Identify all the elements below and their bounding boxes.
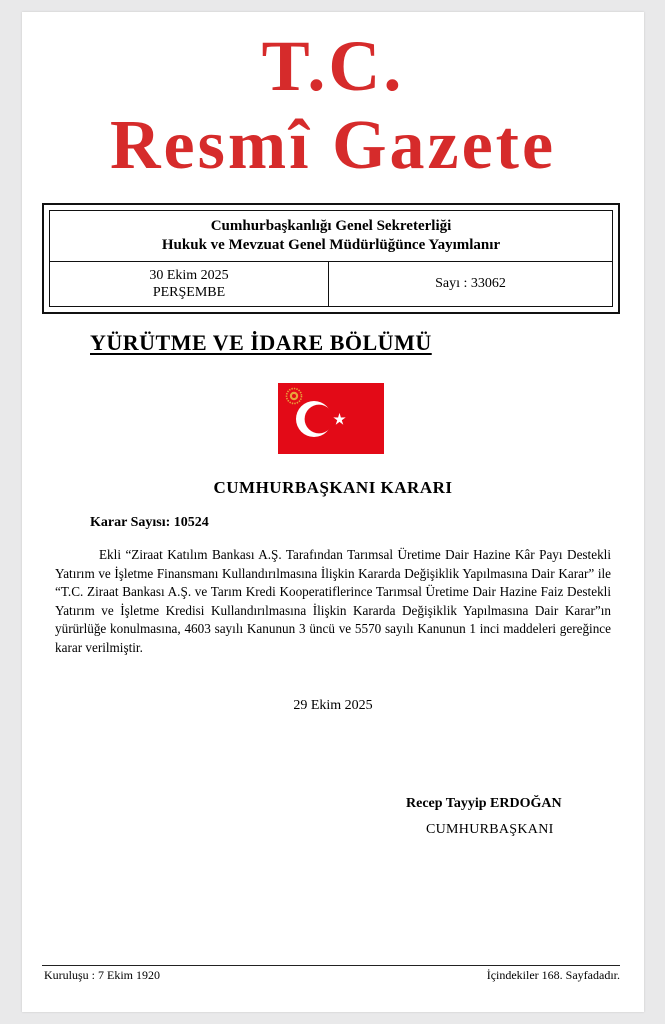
section-title: YÜRÜTME VE İDARE BÖLÜMÜ [90, 330, 432, 355]
decree-number: Karar Sayısı: 10524 [90, 515, 209, 530]
footer-divider [42, 965, 620, 966]
issue-number-cell [329, 262, 612, 306]
publisher-info [50, 211, 612, 262]
crescent-inner [305, 405, 334, 434]
decree-body-text: Ekli “Ziraat Katılım Bankası A.Ş. Tarafından Tarımsal Üretime Dair Hazine Kâr Payı Destekli Yatırım ve İşletme Finansmanı Kullandırılmasına İlişkin Kararda Değişiklik Yapılmasına Dair Karar” ile “T.C. Ziraat Bankası A.Ş. ve Tarım Kredi Kooperatiflerince Tarımsal Üretime Dair Hazine Faiz Destekli Yatırım ve İşletme Kredisi Kullandırılmasına İlişkin Kararda Değişiklik Yapılmasına Dair Karar”ın yürürlüğe konulmasına, 4603 sayılı Kanunun 3 üncü ve 5570 sayılı Kanunun 1 inci maddeleri gereğince karar verilmiştir. [55, 547, 611, 655]
signatory-title: CUMHURBAŞKANI [426, 822, 554, 837]
footer-founded: Kuruluşu : 7 Ekim 1920 [44, 968, 160, 982]
decree-date: 29 Ekim 2025 [293, 698, 373, 713]
masthead-tc: T.C. [261, 26, 405, 106]
issue-date-cell [50, 262, 329, 306]
issue-number: Sayı : 33062 [435, 276, 506, 291]
publisher-line-2: Hukuk ve Mevzuat Genel Müdürlüğünce Yayımlanır [161, 237, 501, 253]
publication-info-box [42, 203, 620, 314]
decree-body [55, 546, 611, 658]
issue-date: 30 Ekim 2025 [149, 268, 229, 283]
publisher-line-1: Cumhurbaşkanlığı Genel Sekreterliği [210, 218, 452, 234]
issue-weekday: PERŞEMBE [152, 285, 226, 300]
footer-contents-note: İçindekiler 168. Sayfadadır. [486, 968, 620, 982]
decree-title: CUMHURBAŞKANI KARARI [213, 478, 453, 497]
gazette-page [22, 12, 644, 1012]
signatory-name: Recep Tayyip ERDOĞAN [406, 796, 562, 811]
masthead-title: Resmî Gazete [109, 107, 557, 184]
turkish-flag-emblem [278, 383, 384, 454]
